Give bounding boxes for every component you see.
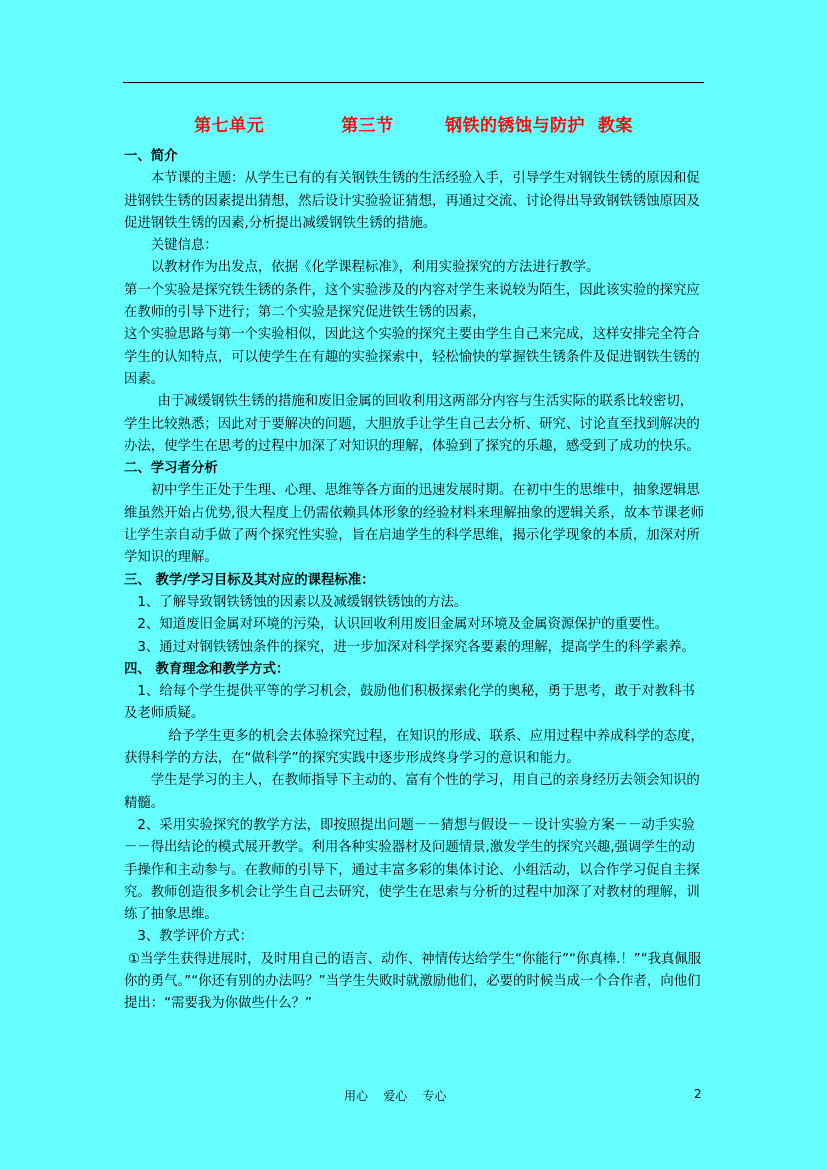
paragraph: 这个实验思路与第一个实验相似，因此这个实验的探究主要由学生自己来完成，这样安排完全符合学生的认知特点，可以使学生在有趣的实验探索中，轻松愉快的掌握铁生锈条件及促进钢铁生锈的因素。 bbox=[124, 327, 700, 387]
paragraph: 第一个实验是探究铁生锈的条件，这个实验涉及的内容对学生来说较为陌生，因此该实验的探究应在教师的引导下进行；第二个实验是探究促进铁生锈的因素， bbox=[124, 282, 700, 321]
page-number: 2 bbox=[694, 1087, 702, 1101]
paragraph: 2、知道废旧金属对环境的污染，认识回收利用废旧金属对环境及金属资源保护的重要性。 bbox=[137, 617, 669, 633]
section-heading: 四、 教育理念和教学方式： bbox=[124, 661, 290, 677]
paragraph: 3、教学评价方式： bbox=[137, 929, 254, 945]
footer-motto: 用心 爱心 专心 bbox=[344, 1089, 447, 1103]
paragraph: 关键信息： bbox=[150, 238, 218, 254]
paragraph: 由于减缓钢铁生锈的措施和废旧金属的回收利用这两部分内容与生活实际的联系比较密切，学生比较熟悉；因此对于要解决的问题，大胆放手让学生自己去分析、研究、讨论直至找到解决的办法，使学生在思考的过程中加深了对知识的理解，体验到了探究的乐趣，感受到了成功的快乐。 bbox=[124, 394, 700, 454]
paragraph: 本节课的主题：从学生已有的有关钢铁生锈的生活经验入手，引导学生对钢铁生锈的原因和促进钢铁生锈的因素提出猜想，然后设计实验验证猜想，再通过交流、讨论得出导致钢铁锈蚀原因及促进钢铁生锈的因素,分析提出减缓钢铁生锈的措施。 bbox=[124, 171, 700, 231]
paragraph: ①当学生获得进展时，及时用自己的语言、动作、神情传达给学生“你能行”“你真棒.！”“我真佩服你的勇气。”“你还有别的办法吗？”当学生失败时就激励他们，必要的时候当成一个合作者，向他们提出：“需要我为你做些什么？” bbox=[124, 951, 702, 1012]
paragraph: 初中学生正处于生理、心理、思维等各方面的迅速发展时期。在初中生的思维中，抽象逻辑思维虽然开始占优势,很大程度上仍需依赖具体形象的经验材料来理解抽象的逻辑关系，故本节课老师让学生亲自动手做了两个探究性实验，旨在启迪学生的科学思维，揭示化学现象的本质，加深对所学知识的理解。 bbox=[124, 483, 705, 566]
section-heading: 三、 教学/学习目标及其对应的课程标准： bbox=[124, 572, 375, 588]
paragraph: 3、通过对钢铁锈蚀条件的探究，进一步加深对科学探究各要素的理解，提高学生的科学素养。 bbox=[137, 639, 695, 655]
paragraph: 1、给每个学生提供平等的学习机会，鼓励他们积极探索化学的奥秘，勇于思考，敢于对教科书及老师质疑。 bbox=[124, 684, 695, 722]
header-rule bbox=[123, 82, 704, 83]
paragraph: 1、了解导致钢铁锈蚀的因素以及减缓钢铁锈蚀的方法。 bbox=[137, 594, 468, 610]
paragraph: 以教材作为出发点，依据《化学课程标准》，利用实验探究的方法进行教学。 bbox=[150, 260, 600, 276]
document-body bbox=[124, 146, 706, 1016]
paragraph: 给予学生更多的机会去体验探究过程，在知识的形成、联系、应用过程中养成科学的态度，获得科学的方法，在“做科学”的探究实践中逐步形成终身学习的意识和能力。 bbox=[124, 728, 704, 767]
paragraph: 2、采用实验探究的教学方法，即按照提出问题－－猜想与假设－－设计实验方案－－动手实验－－得出结论的模式展开教学。利用各种实验器材及问题情景,激发学生的探究兴趣,强调学生的动手操作和主动参与。在教师的引导下，通过丰富多彩的集体讨论、小组活动，以合作学习促自主探究。教师创造很多机会让学生自己去研究，使学生在思索与分析的过程中加深了对教材的理解，训练了抽象思维。 bbox=[124, 817, 700, 923]
document-title: 第七单元 第三节 钢铁的锈蚀与防护 教案 bbox=[194, 116, 633, 136]
section-heading: 一、简介 bbox=[124, 149, 178, 164]
section-heading: 二、学习者分析 bbox=[124, 461, 218, 477]
paragraph: 学生是学习的主人，在教师指导下主动的、富有个性的学习，用自己的亲身经历去领会知识的精髓。 bbox=[124, 773, 700, 811]
